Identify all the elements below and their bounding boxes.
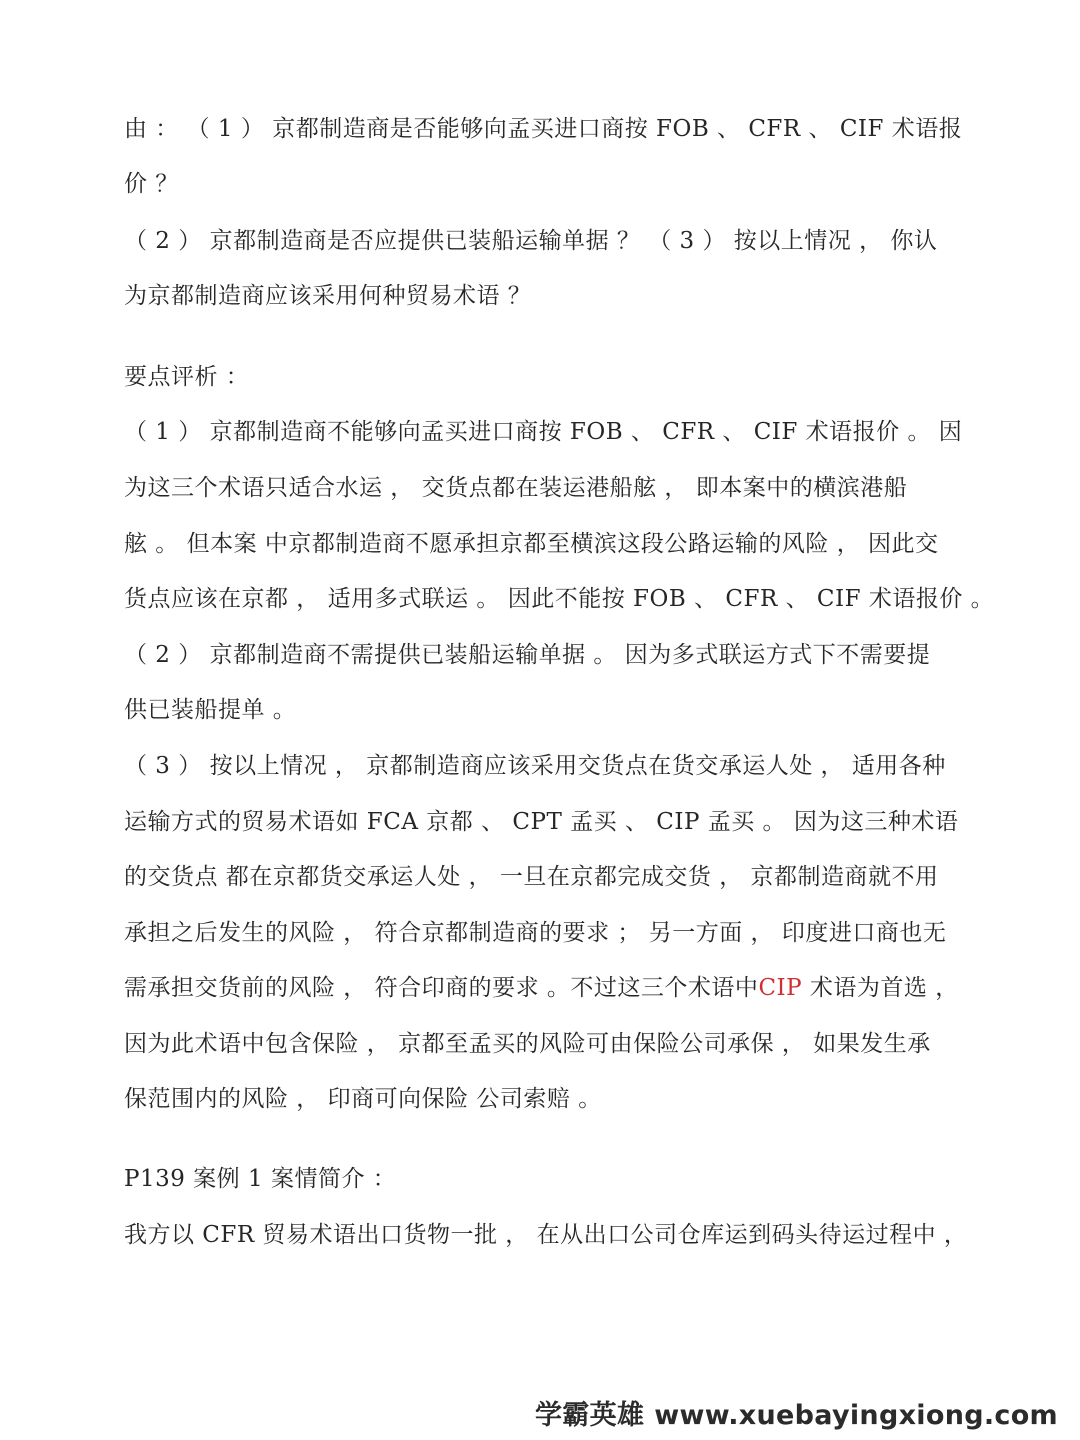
text-line: （ 1 ） 京都制造商不能够向孟买进口商按 FOB 、 CFR 、 CIF 术语报价 。 因 (124, 419, 963, 445)
text-line: 运输方式的贸易术语如 FCA 京都 、 CPT 孟买 、 CIP 孟买 。 因为这三种术语 (124, 809, 959, 835)
text-line-with-highlight (124, 973, 984, 1003)
text-line: 承担之后发生的风险 ， 符合京都制造商的要求 ； 另一方面 ， 印度进口商也无 (124, 920, 947, 946)
text-line: 舷 。 但本案 中京都制造商不愿承担京都至横滨这段公路运输的风险 ， 因此交 (124, 531, 939, 557)
text-line: 保范围内的风险 ， 印商可向保险 公司索赔 。 (124, 1086, 602, 1112)
text-line: 我方以 CFR 贸易术语出口货物一批 ， 在从出口公司仓库运到码头待运过程中 ， (124, 1222, 968, 1248)
text-line: 为这三个术语只适合水运 ， 交货点都在装运港船舷 ， 即本案中的横滨港船 (124, 475, 908, 501)
text-line: 由 ： （ 1 ） 京都制造商是否能够向孟买进口商按 FOB 、 CFR 、 CIF 术语报 (124, 116, 963, 142)
text-line: 为京都制造商应该采用何种贸易术语 ？ (124, 283, 532, 309)
text-line: （ 2 ） 京都制造商不需提供已装船运输单据 。 因为多式联运方式下不需要提 (124, 642, 931, 668)
watermark-name: 学霸英雄 (535, 1400, 645, 1431)
text-segment: 需承担交货前的风险 ， 符合印商的要求 。不过这三个术语中 (124, 975, 759, 1001)
highlighted-term: CIP (758, 975, 803, 1001)
watermark-url: www.xuebayingxiong.com (654, 1400, 1058, 1431)
text-line: （ 3 ） 按以上情况 ， 京都制造商应该采用交货点在货交承运人处 ， 适用各种 (124, 753, 946, 779)
case-heading: P139 案例 1 案情简介 ： (124, 1166, 397, 1192)
text-line: 货点应该在京都 ， 适用多式联运 。 因此不能按 FOB 、 CFR 、 CIF 术语报价 。 (124, 586, 995, 612)
text-line: 价 ？ (124, 171, 179, 197)
text-segment: 术语为首选 ， (802, 975, 959, 1001)
text-line: 供已装船提单 。 (124, 697, 297, 723)
text-line: 因为此术语中包含保险 ， 京都至孟买的风险可由保险公司承保 ， 如果发生承 (124, 1031, 931, 1057)
text-line: （ 2 ） 京都制造商是否应提供已装船运输单据 ？ （ 3 ） 按以上情况 ， 你认 (124, 228, 938, 254)
text-line: 的交货点 都在京都货交承运人处 ， 一旦在京都完成交货 ， 京都制造商就不用 (124, 864, 939, 890)
section-heading: 要点评析 ： (124, 364, 250, 390)
watermark (535, 1393, 1058, 1432)
